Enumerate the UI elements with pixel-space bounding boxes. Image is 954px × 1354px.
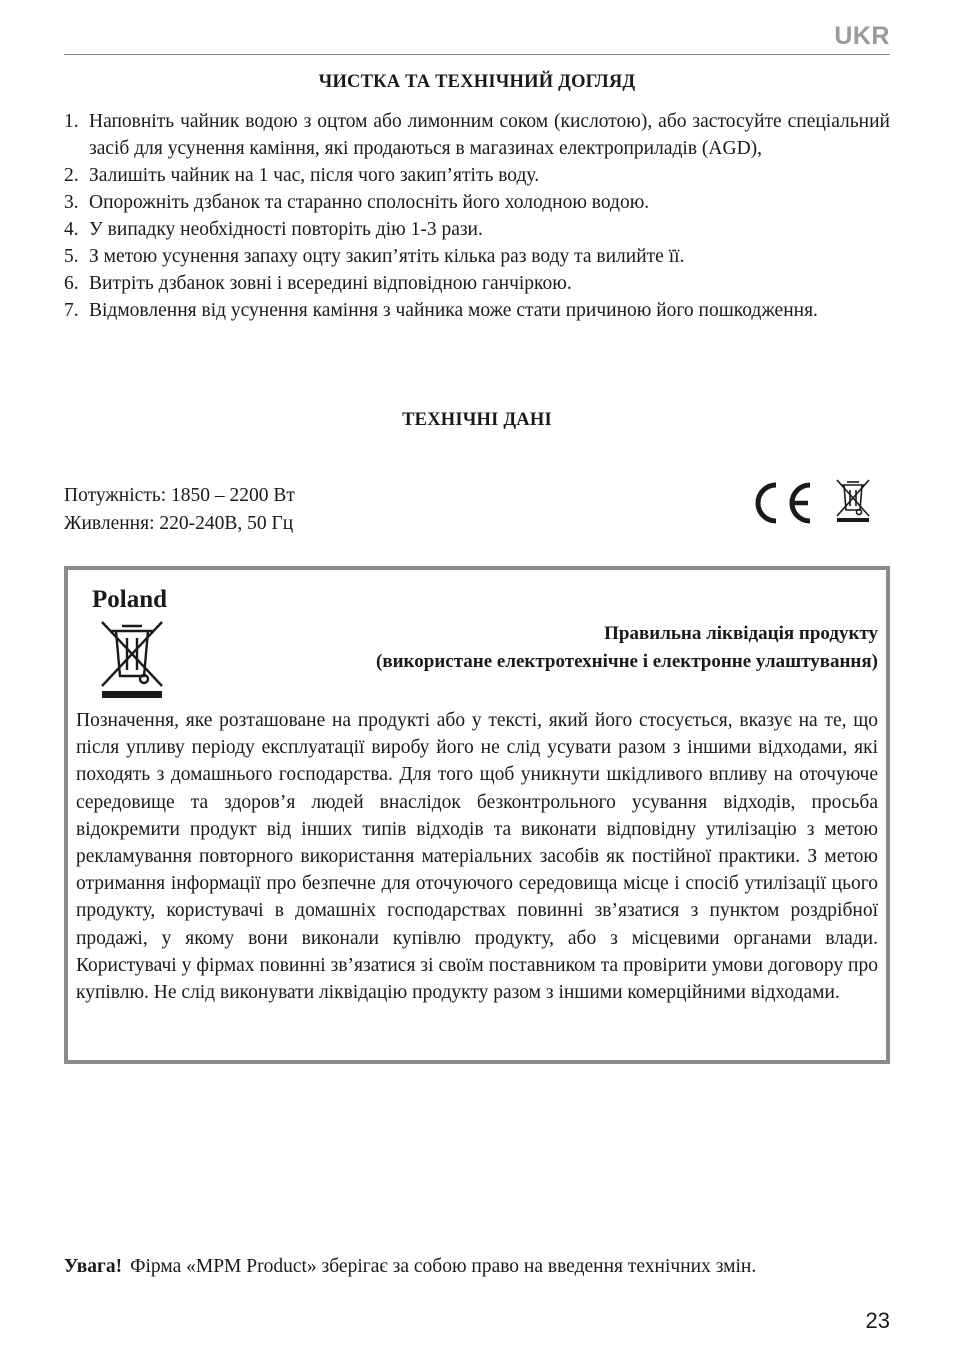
list-item: 1. Наповніть чайник водою з оцтом або лимонним соком (кислотою), або застосуйте спеціальний засіб для усунення каміння, які продаються в магазинах електроприладів (AGD), [64, 111, 890, 159]
list-item: 4. У випадку необхідності повторіть дію 1-3 рази. [64, 219, 483, 240]
list-item: 3. Опорожніть дзбанок та старанно сполосніть його холодною водою. [64, 192, 650, 213]
notice-text: Фірма «MPM Product» зберігає за собою право на введення технічних змін. [130, 1256, 757, 1277]
list-item: 6. Витріть дзбанок зовні і всередині відповідною ганчіркою. [64, 273, 572, 294]
list-item: 2. Залишіть чайник на 1 час, після чого закип’ятіть воду. [64, 165, 540, 186]
power-spec: Потужність: 1850 – 2200 Вт [64, 485, 295, 506]
weee-bin-icon [833, 476, 873, 524]
disposal-title-line-2: (використане електротехнічне і електронне улаштування) [376, 651, 878, 672]
list-item: 7. Відмовлення від усунення каміння з чайника може стати причиною його пошкодження. [64, 300, 818, 321]
list-item: 5. З метою усунення запаху оцту закип’ятіть кілька раз воду та вилийте її. [64, 246, 685, 267]
supply-spec: Живлення: 220-240В, 50 Гц [64, 513, 294, 534]
disposal-info-box [64, 566, 890, 1064]
tech-data-heading: ТЕХНІЧНІ ДАНІ [402, 410, 552, 430]
language-tag: UKR [834, 22, 890, 50]
notice-label: Увага! [64, 1256, 123, 1277]
weee-bin-icon [98, 620, 166, 700]
tech-specs [64, 482, 295, 538]
page-number: 23 [865, 1308, 890, 1333]
change-notice [64, 1256, 890, 1278]
country-label: Poland [92, 586, 168, 613]
disposal-body-text: Позначення, яке розташоване на продукті або у тексті, який його стосується, вказує на те, що після упливу періоду експлуатації виробу його не слід усувати разом з іншими відходами, які походять з домашнього господарства. Для того щоб уникнути шкідливого впливу на оточуюче середовище та здоров’я людей внаслідок безконтрольного усування відходів, просьба відокремити продукт від інших типів відходів та виконати відповідну утилізацію з метою рекламування повторного використання матеріальних засобів як постійної практики. З метою отримання інформації про безпечне для оточуючого середовища місце і спосіб утилізації цього продукту, користувачі в домашніх господарствах повинні зв’язатися з пунктом роздрібної продажі, у якому вони виконали купівлю продукту, або з місцевими органами влади. Користувачі у фірмах повинні зв’язатися зі своїм поставником та провірити умови договору про купівлю. Не слід виконувати ліквідацію продукту разом з іншими комерційними відходами. [76, 710, 878, 1004]
disposal-title [376, 620, 878, 676]
cleaning-heading: ЧИСТКА ТА ТЕХНІЧНИЙ ДОГЛЯД [318, 72, 636, 92]
disposal-title-line-1: Правильна ліквідація продукту [604, 623, 878, 644]
header-rule [64, 54, 890, 55]
cleaning-steps-list [64, 108, 890, 324]
ce-mark-icon [748, 481, 814, 525]
